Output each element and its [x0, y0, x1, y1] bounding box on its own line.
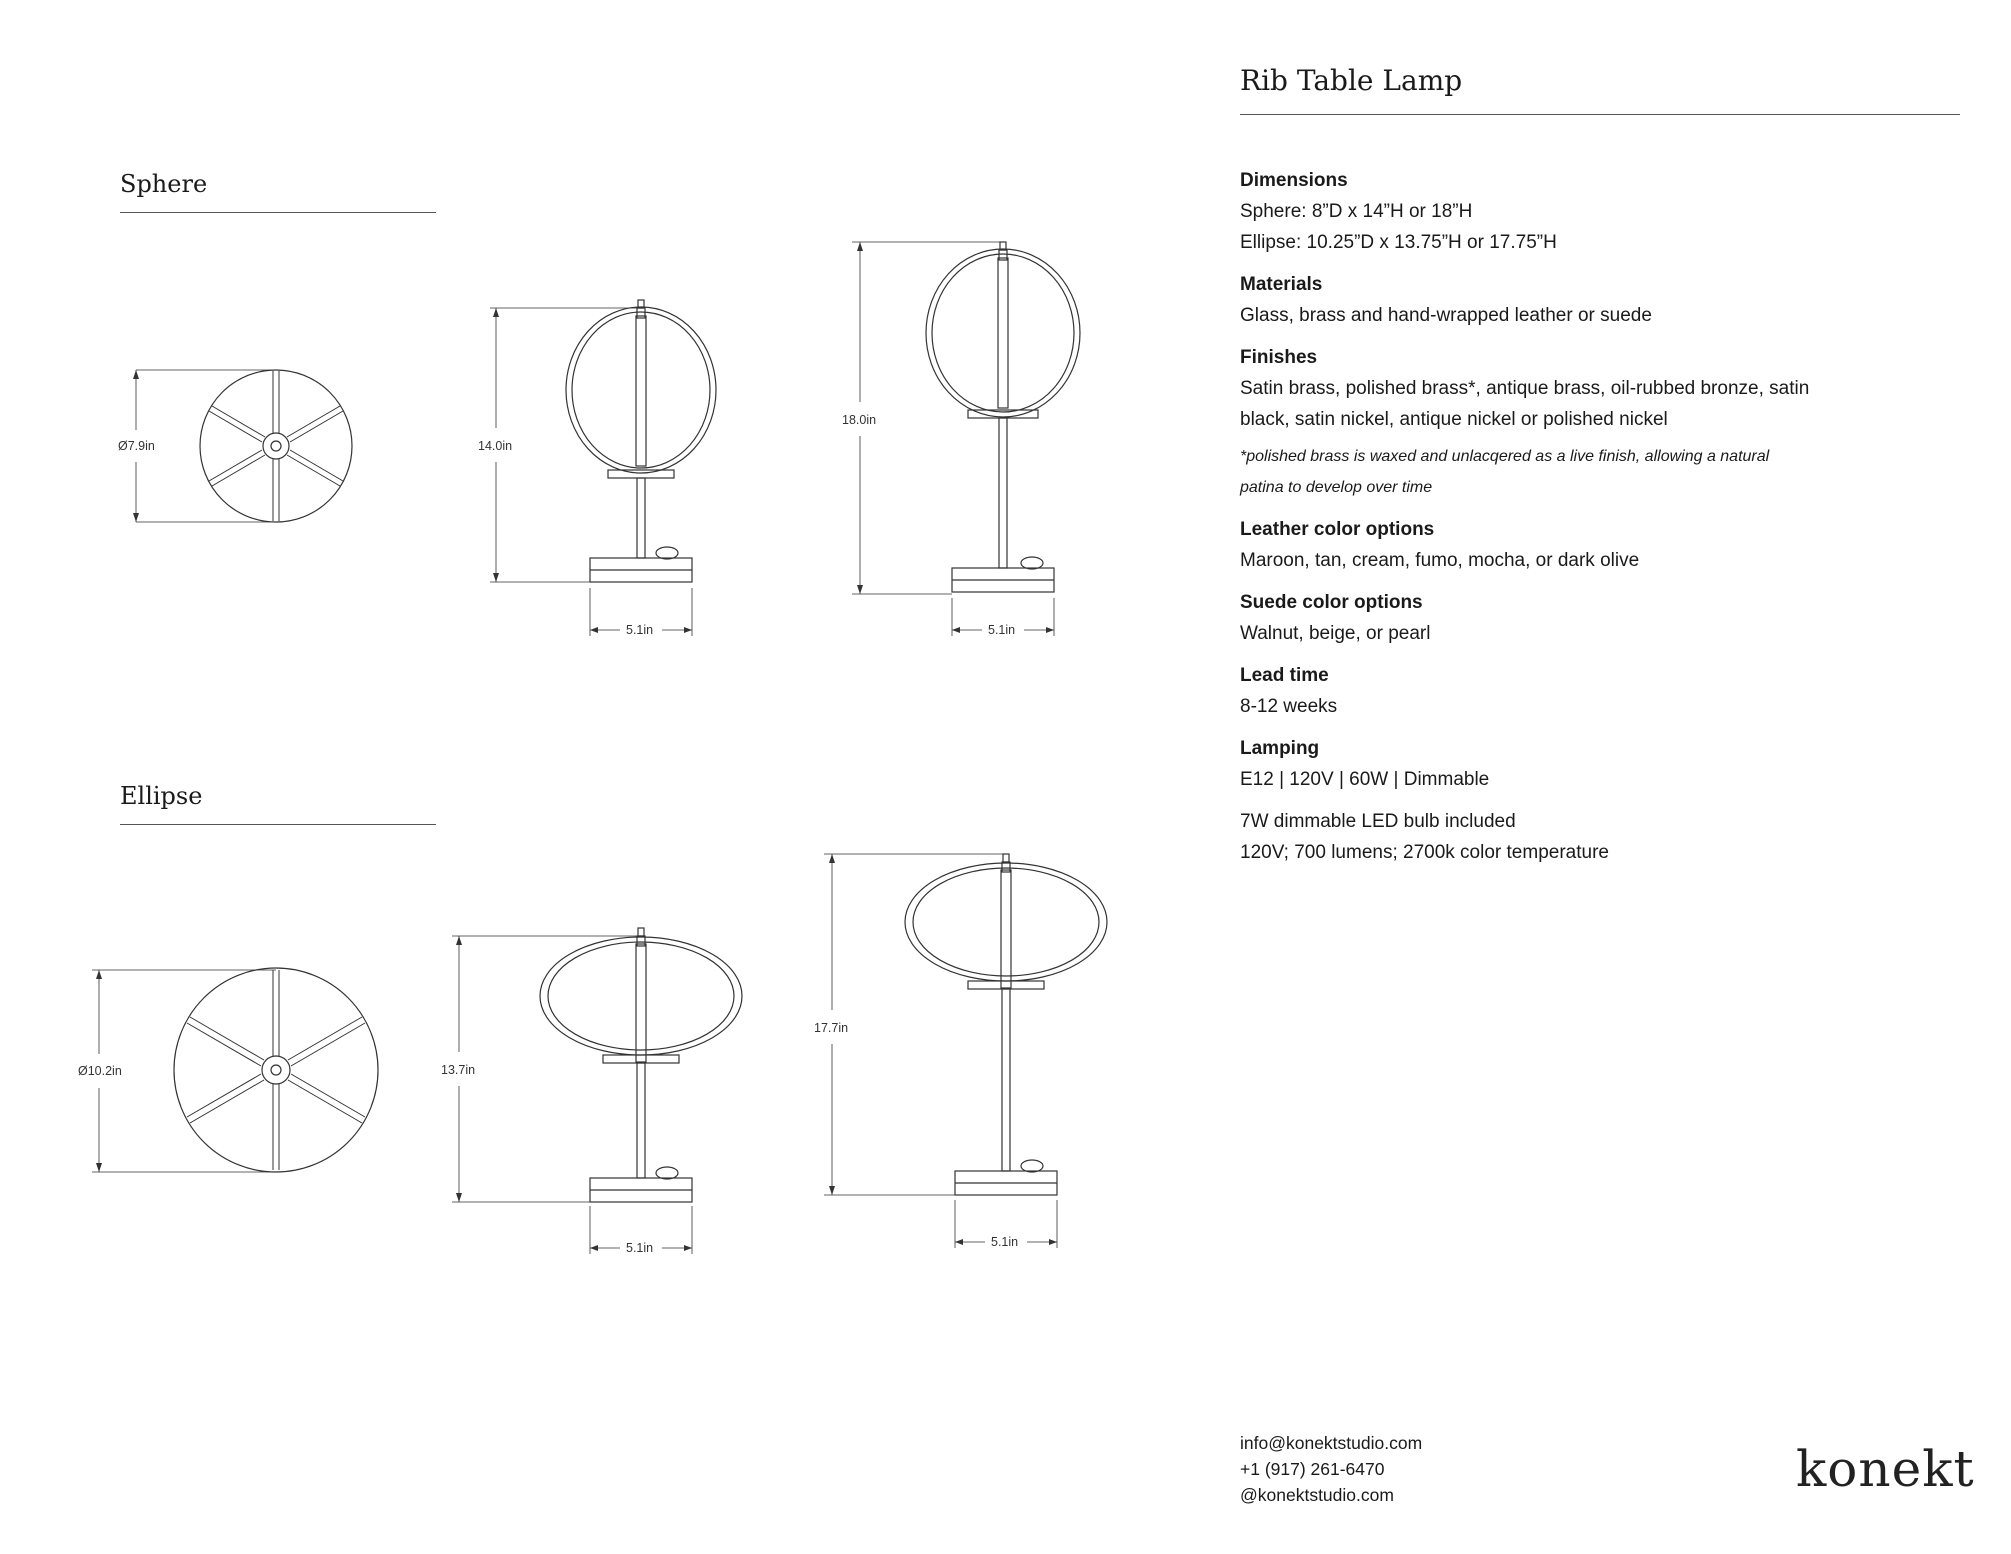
- spec-finishes: [1240, 342, 1940, 503]
- spec-bulb: [1240, 806, 1940, 868]
- spec-value: 8-12 weeks: [1240, 696, 1338, 717]
- spec-label: Lead time: [1240, 665, 1329, 686]
- spec-value: Walnut, beige, or pearl: [1240, 623, 1431, 644]
- sphere-section-title: Sphere: [120, 170, 208, 198]
- product-title-rule: [1240, 114, 1960, 115]
- ellipse-diameter-label: Ø10.2in: [78, 1064, 122, 1078]
- spec-value: 120V; 700 lumens; 2700k color temperature: [1240, 842, 1609, 863]
- sphere-front-view-tall: [852, 242, 1080, 636]
- ellipse-height-tall-label: 17.7in: [814, 1021, 849, 1035]
- spec-label: Lamping: [1240, 738, 1320, 759]
- ellipse-base-width-short-label: 5.1in: [626, 1241, 654, 1255]
- spec-value: 7W dimmable LED bulb included: [1240, 811, 1516, 832]
- contact-phone-link[interactable]: +1 (917) 261-6470: [1240, 1459, 1385, 1479]
- spec-label: Suede color options: [1240, 592, 1423, 613]
- contact-web-link[interactable]: @konektstudio.com: [1240, 1485, 1394, 1505]
- contact-email-link[interactable]: info@konektstudio.com: [1240, 1433, 1423, 1453]
- spec-value: Satin brass, polished brass*, antique brass, oil-rubbed bronze, satin: [1240, 378, 1810, 399]
- sphere-base-width-tall-label: 5.1in: [988, 623, 1016, 637]
- spec-value: Maroon, tan, cream, fumo, mocha, or dark olive: [1240, 550, 1640, 571]
- sphere-diameter-label: Ø7.9in: [118, 439, 155, 453]
- sphere-base-width-short-label: 5.1in: [626, 623, 654, 637]
- spec-leather: [1240, 514, 1940, 576]
- ellipse-front-view-short: [452, 928, 742, 1254]
- finish-note: patina to develop over time: [1240, 479, 1433, 496]
- product-title: Rib Table Lamp: [1240, 64, 1463, 97]
- sphere-front-view-short: [490, 300, 716, 636]
- sphere-height-short-label: 14.0in: [478, 439, 513, 453]
- sphere-top-view: [133, 370, 352, 522]
- spec-suede: [1240, 587, 1940, 649]
- finish-note: *polished brass is waxed and unlacqered as a live finish, allowing a natural: [1240, 448, 1770, 465]
- ellipse-base-width-tall-label: 5.1in: [991, 1235, 1019, 1249]
- spec-label: Materials: [1240, 274, 1323, 295]
- spec-label: Leather color options: [1240, 519, 1435, 540]
- sphere-height-tall-label: 18.0in: [842, 413, 877, 427]
- spec-list: [1240, 165, 1940, 879]
- spec-lead-time: [1240, 660, 1940, 722]
- spec-materials: [1240, 269, 1940, 331]
- spec-value: E12 | 120V | 60W | Dimmable: [1240, 769, 1490, 790]
- ellipse-section-title: Ellipse: [120, 782, 203, 810]
- spec-dimensions: [1240, 165, 1940, 258]
- spec-label: Dimensions: [1240, 170, 1348, 191]
- spec-lamping: [1240, 733, 1940, 795]
- contact-block: [1240, 1430, 1422, 1508]
- ellipse-top-view: [92, 968, 378, 1172]
- spec-label: Finishes: [1240, 347, 1318, 368]
- spec-value: black, satin nickel, antique nickel or polished nickel: [1240, 409, 1668, 430]
- ellipse-front-view-tall: [824, 854, 1107, 1248]
- brand-logo: konekt: [1796, 1440, 1975, 1498]
- ellipse-height-short-label: 13.7in: [441, 1063, 476, 1077]
- spec-value: Ellipse: 10.25”D x 13.75”H or 17.75”H: [1240, 232, 1557, 253]
- spec-value: Sphere: 8”D x 14”H or 18”H: [1240, 201, 1473, 222]
- spec-value: Glass, brass and hand-wrapped leather or suede: [1240, 305, 1652, 326]
